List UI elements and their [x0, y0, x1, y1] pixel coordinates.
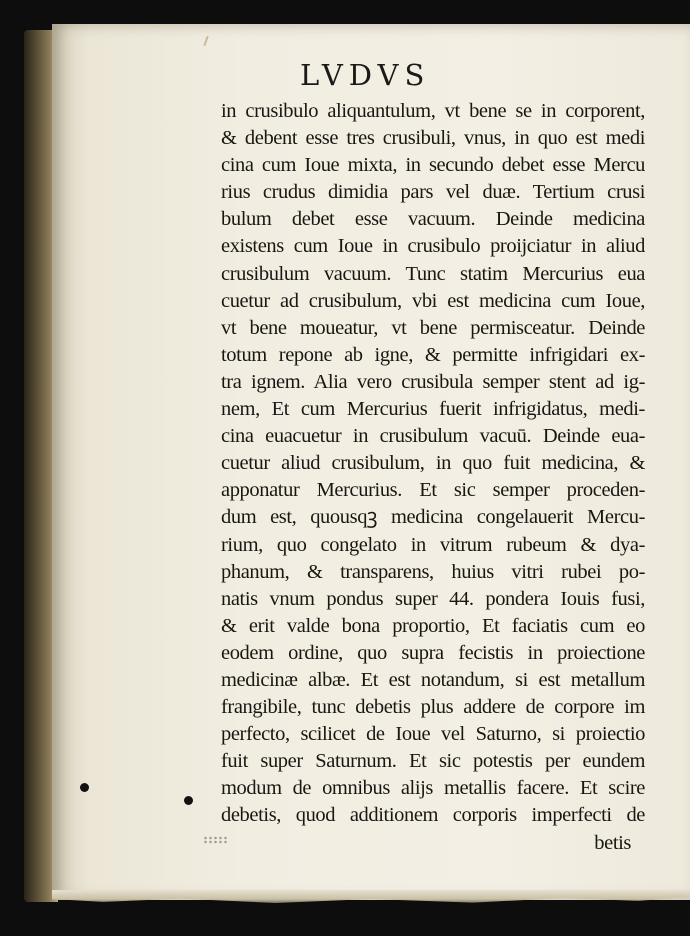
text-line: eodem ordine, quo supra fecistis in proiectione [221, 641, 645, 664]
text-block [221, 98, 645, 857]
text-line: perfecto, scilicet de Ioue vel Saturno, si proiectio [221, 723, 645, 746]
text-line: modum de omnibus alijs metallis facere. Et scire [221, 777, 645, 800]
text-line: dum est, quousqꝫ medicina congelauerit Mercu- [221, 506, 645, 529]
text-line: fuit super Saturnum. Et sic potestis per eundem [221, 750, 645, 773]
text-line: phanum, & transparens, huius vitri rubei po- [221, 560, 645, 583]
text-line: debetis, quod additionem corporis imperfecti de [221, 804, 645, 827]
text-line: cuetur ad crusibulum, vbi est medicina cum Ioue, [221, 289, 645, 312]
text-line: cuetur aliud crusibulum, in quo fuit medicina, & [221, 452, 645, 475]
text-line: cina euacuetur in crusibulum vacuū. Deinde eua- [221, 425, 645, 448]
paper-speckle [203, 836, 227, 844]
text-line: rius crudus dimidia pars vel duæ. Tertium crusi [221, 181, 645, 204]
text-line: existens cum Ioue in crusibulo proijciatur in aliud [221, 235, 645, 258]
running-head: LVDVS [300, 58, 431, 92]
text-line: apponatur Mercurius. Et sic semper proceden- [221, 479, 645, 502]
text-line: cina cum Ioue mixta, in secundo debet esse Mercu [221, 154, 645, 177]
ink-blot [184, 796, 193, 805]
text-line: natis vnum pondus super 44. pondera Iouis fusi, [221, 587, 645, 610]
text-line: medicinæ albæ. Et est notandum, si est metallum [221, 668, 645, 691]
text-line: nem, Et cum Mercurius fuerit infrigidatus, medi- [221, 398, 645, 421]
text-line: totum repone ab igne, & permitte infrigidari ex- [221, 343, 645, 366]
text-line: crusibulum vacuum. Tunc statim Mercurius eua [221, 262, 645, 285]
text-line: vt bene moueatur, vt bene permisceatur. Deinde [221, 316, 645, 339]
text-line: & debent esse tres crusibuli, vnus, in quo est medi [221, 127, 645, 150]
ink-blot [80, 783, 89, 792]
text-line: & erit valde bona proportio, Et faciatis cum eo [221, 614, 645, 637]
text-line: in crusibulo aliquantulum, vt bene se in corporent, [221, 100, 645, 122]
text-line: rium, quo congelato in vitrum rubeum & dya- [221, 533, 645, 556]
text-line: tra ignem. Alia vero crusibula semper stent ad ig- [221, 370, 645, 393]
catchword: betis [594, 831, 631, 854]
text-line: frangibile, tunc debetis plus addere de corpore im [221, 696, 645, 719]
text-line: bulum debet esse vacuum. Deinde medicina [221, 208, 645, 231]
